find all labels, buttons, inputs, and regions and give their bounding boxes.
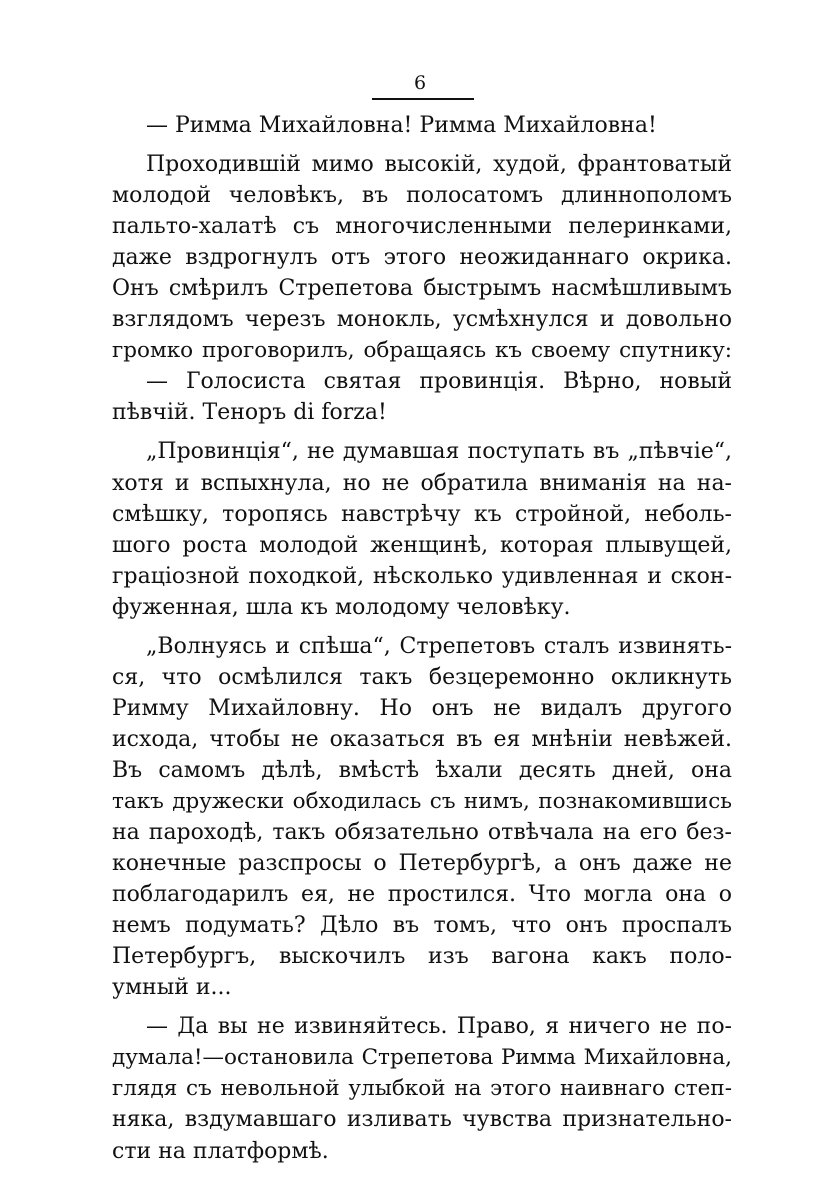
text-line: глядя съ невольной улыбкой на этого наивнаго степ-	[112, 1076, 732, 1102]
text-line: умный и...	[112, 975, 232, 1001]
text-line: такъ дружески обходилась съ нимъ, познакомившись	[112, 788, 732, 814]
text-line: взглядомъ черезъ монокль, усмѣхнулся и довольно	[112, 307, 732, 333]
text-line: молодой человѣкъ, въ полосатомъ длиннополомъ	[112, 183, 732, 209]
text-line: пальто-халатѣ съ многочисленными пелеринками,	[112, 214, 732, 240]
header-rule	[372, 98, 474, 100]
text-line: Римму Михайловну. Но онъ не видалъ другого	[112, 695, 732, 721]
text-line: няка, вздумавшаго изливать чувства признательно-	[112, 1107, 732, 1133]
text-line: исхода, чтобы не оказаться въ ея мнѣніи невѣжей.	[112, 726, 732, 752]
text-line: поблагодарилъ ея, не простился. Что могла она о	[112, 882, 732, 908]
text-line: — Да вы не извиняйтесь. Право, я ничего не по-	[146, 1014, 732, 1040]
text-line: „Провинція“, не думавшая поступать въ „пѣвчіе“,	[146, 439, 732, 465]
text-line: немъ подумать? Дѣло въ томъ, что онъ проспалъ	[112, 913, 732, 939]
body-text	[112, 110, 732, 1167]
text-line: сти на платформѣ.	[112, 1138, 329, 1164]
text-line: шого роста молодой женщинѣ, которая плывущей,	[112, 532, 732, 558]
text-line: думала!—остановила Стрепетова Римма Михайловна,	[112, 1045, 732, 1071]
text-line: граціозной походкой, нѣсколько удивленная и скон-	[112, 563, 732, 589]
text-line: „Волнуясь и спѣша“, Стрепетовъ сталъ извинять-	[146, 633, 732, 659]
text-line: на пароходѣ, такъ обязательно отвѣчала на его без-	[112, 820, 732, 846]
text-line: — Римма Михайловна! Римма Михайловна!	[146, 113, 657, 138]
text-line: Проходившій мимо высокій, худой, франтоватый	[146, 152, 732, 178]
text-line: — Голосиста святая провинція. Вѣрно, новый	[146, 369, 732, 395]
text-line: Онъ смѣрилъ Стрепетова быстрымъ насмѣшливымъ	[112, 276, 732, 302]
text-line: конечные разспросы о Петербургѣ, а онъ даже не	[112, 851, 732, 877]
text-line: хотя и вспыхнула, но не обратила вниманія на на-	[112, 470, 732, 496]
text-line: даже вздрогнулъ отъ этого неожиданнаго окрика.	[112, 245, 732, 271]
text-line: ся, что осмѣлился такъ безцеремонно окликнуть	[112, 664, 732, 690]
text-line: Петербургъ, выскочилъ изъ вагона какъ поло-	[112, 944, 732, 970]
text-line: пѣвчій. Теноръ di forza!	[112, 400, 387, 426]
text-line: Въ самомъ дѣлѣ, вмѣстѣ ѣхали десять дней, она	[112, 757, 732, 783]
page-number: 6	[413, 72, 427, 94]
text-line: громко проговорилъ, обращаясь къ своему спутнику:	[112, 338, 732, 364]
text-line: фуженная, шла къ молодому человѣку.	[112, 594, 571, 620]
text-line: смѣшку, торопясь навстрѣчу къ стройной, неболь-	[112, 501, 732, 527]
